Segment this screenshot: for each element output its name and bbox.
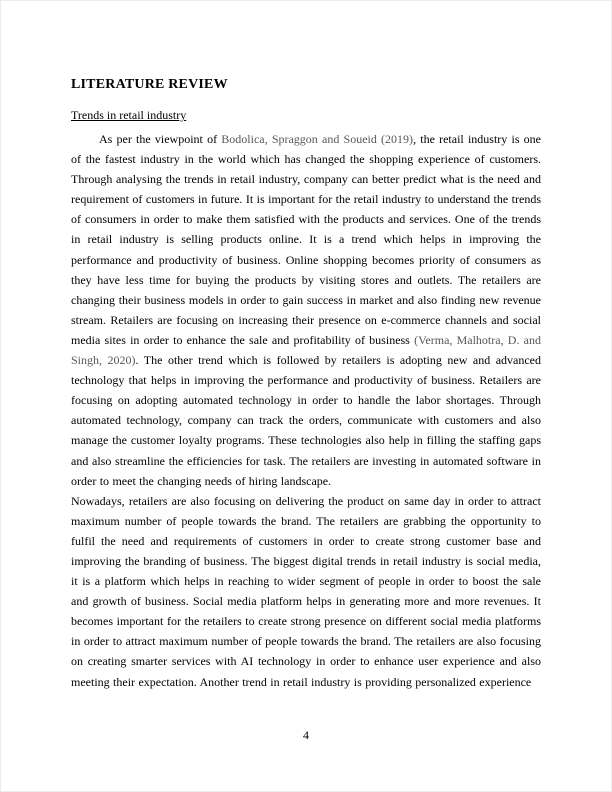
body-text: Nowadays, retailers are also focusing on delivering the product on same day in order to attract maximum number of people towards the brand. The retailers are grabbing the opportunity to fulfil the need and requirements of customers in order to create strong customer base and improving the branding of business. The biggest digital trends in retail industry is social media, it is a platform which helps in reaching to wider segment of people in order to boost the sale and growth of business. Social media platform helps in generating more and more revenues. It becomes important for the retailers to create strong presence on different social media platforms in order to attract maximum number of people towards the brand. The retailers are also focusing on creating smarter services with AI technology in order to enhance user experience and also meeting their expectation. Another trend in retail industry is providing personalized experience [71,493,541,689]
page-content [71,77,541,692]
subsection-heading: Trends in retail industry [71,108,187,122]
citation-text: (Verma, Malhotra, D. and Singh, 2020) [71,332,541,368]
paragraph-trends-continued [71,491,541,692]
citation-text: Bodolica, Spraggon and Soueid (2019) [221,132,414,146]
body-text: . The other trend which is followed by retailers is adopting new and advanced technology that helps in improving the performance and productivity of business. Retailers are focusing on adopting automated technology in order to handle the labor shortages. Through automated technology, company can track the orders, communicate with customers and also manage the customer loyalty programs. These technologies also help in filling the staffing gaps and also streamline the efficiencies for task. The retailers are investing in automated software in order to meet the changing needs of hiring landscape. [71,353,542,488]
page-number: 4 [303,728,309,742]
section-heading: LITERATURE REVIEW [71,77,228,92]
body-text: , the retail industry is one of the fastest industry in the world which has changed the shopping experience of customers. Through analysing the trends in retail industry, company can better predict what is the need and requirement of customers in future. It is important for the retail industry to understand the trends of consumers in order to make them satisfied with the products and services. One of the trends in retail industry is selling products online. It is a trend which helps in improving the performance and productivity of business. Online shopping becomes priority of consumers as they have less time for buying the products by visiting stores and outlets. The retailers are changing their business models in order to gain success in market and also finding new revenue stream. Retailers are focusing on increasing their presence on e-commerce channels and social media sites in order to enhance the sale and profitability of business [71,132,542,347]
body-text: As per the viewpoint of [99,132,222,146]
paragraph-trends-overview [71,129,541,491]
